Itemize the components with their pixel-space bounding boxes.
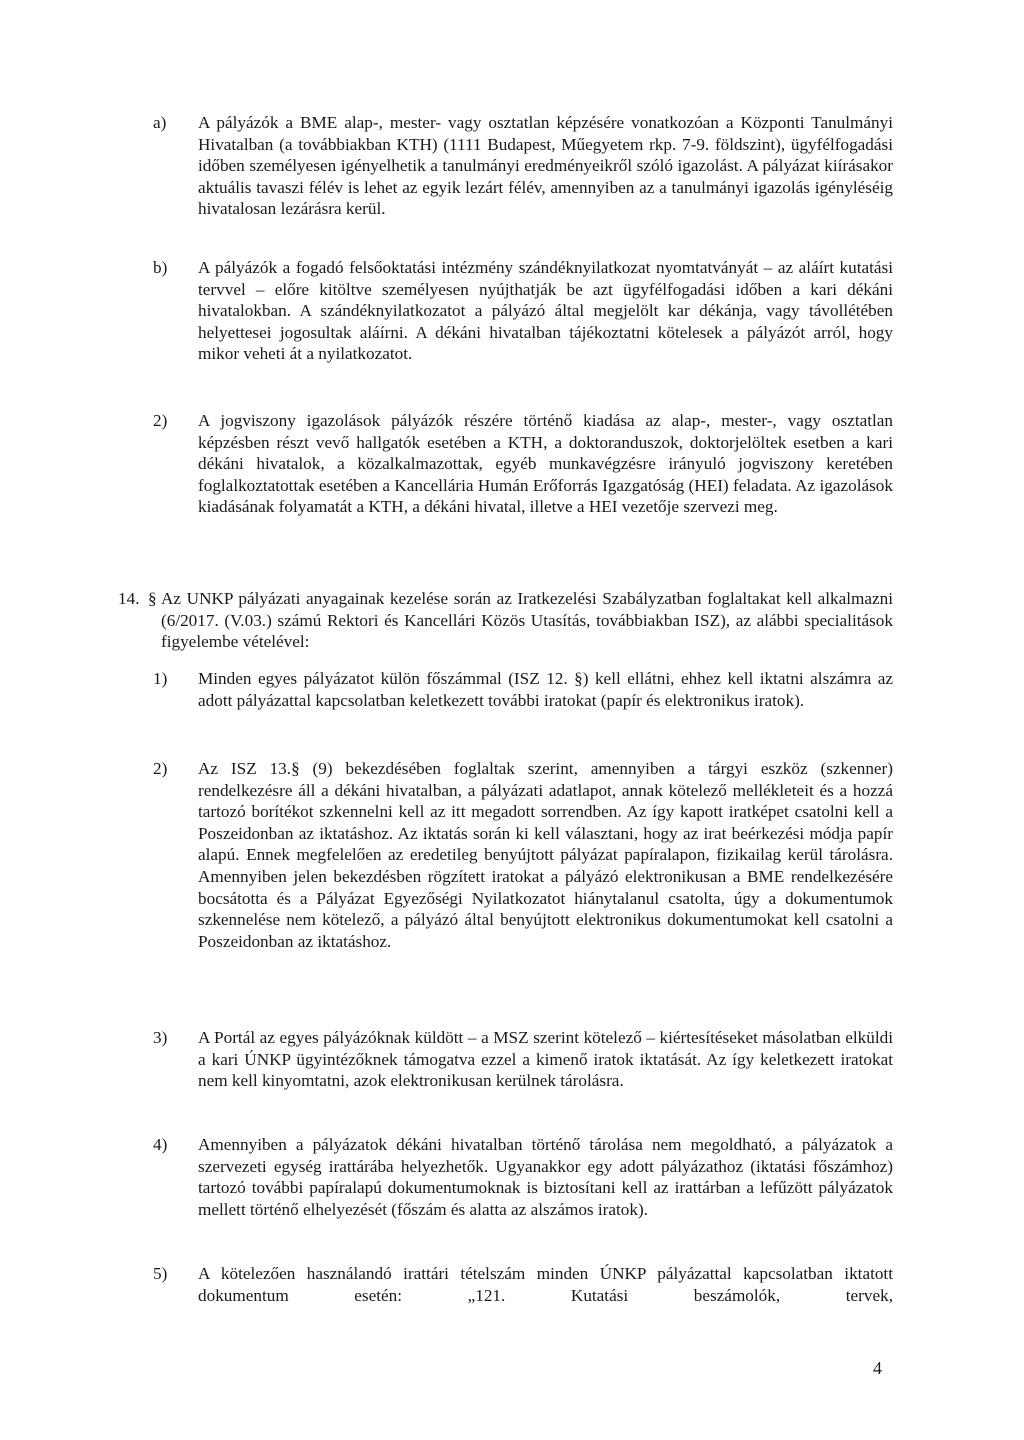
list-marker: b) (153, 258, 168, 277)
section-text: Az UNKP pályázati anyagainak kezelése során az Iratkezelési Szabályzatban foglaltakat kell alkalmazni (6/2017. (V.03.) számú Rektori és Kancellári Közös Utasítás, továbbiakban ISZ), az alábbi specialitások figyelembe vételével: (161, 589, 893, 652)
sub-item-5 (153, 1263, 893, 1306)
sub-item-1 (153, 668, 893, 711)
list-item-a (153, 112, 893, 220)
list-marker: 3) (153, 1028, 168, 1047)
list-marker: a) (153, 113, 167, 132)
paragraph-text: Minden egyes pályázatot külön főszámmal (ISZ 12. §) kell ellátni, ehhez kell iktatni alszámra az adott pályázattal kapcsolatban keletkezett további iratokat (papír és elektronikus iratok). (198, 669, 893, 710)
paragraph-text: A jogviszony igazolások pályázók részére történő kiadása az alap-, mester-, vagy osztatlan képzésben részt vevő hallgatók esetében a KTH, a doktoranduszok, doktorjelöltek esetben a kari dékáni hivatalok, a közalkalmazottak, egyéb munkavégzésre irányuló jogviszony keretében foglalkoztatottak esetében a Kancellária Humán Erőforrás Igazgatóság (HEI) feladata. Az igazolások kiadásának folyamatát a KTH, a dékáni hivatal, illetve a HEI vezetője szervezi meg. (198, 411, 893, 517)
sub-item-3 (153, 1027, 893, 1092)
list-marker: 4) (153, 1135, 168, 1154)
section-14 (118, 588, 893, 653)
list-item-2 (153, 410, 893, 518)
list-marker: 1) (153, 669, 168, 688)
paragraph-text: Amennyiben a pályázatok dékáni hivatalban történő tárolása nem megoldható, a pályázatok a szervezeti egység irattárába helyezhetők. Ugyanakkor egy adott pályázathoz (iktatási főszámhoz) tartozó további papíralapú dokumentumoknak is biztosítani kell az irattárban a lefűzött pályázatok mellett történő elhelyezését (főszám és alatta az alszámos iratok). (198, 1135, 893, 1219)
section-symbol: § (148, 589, 157, 608)
paragraph-text: A pályázók a BME alap-, mester- vagy osztatlan képzésére vonatkozóan a Központi Tanulmányi Hivatalban (a továbbiakban KTH) (1111 Budapest, Műegyetem rkp. 7-9. földszint), ügyfélfogadási időben személyesen igényelhetik a tanulmányi eredményeikről szóló igazolást. A pályázat kiírásakor aktuális tavaszi félév is lehet az egyik lezárt félév, amennyiben az a tanulmányi igazolás igényléséig hivatalosan lezárásra kerül. (198, 113, 893, 219)
sub-item-4 (153, 1134, 893, 1220)
paragraph-text: A pályázók a fogadó felsőoktatási intézmény szándéknyilatkozat nyomtatványát – az aláírt kutatási tervvel – előre kitöltve személyesen nyújthatják be azt ügyfélfogadási időben a kari dékáni hivatalokban. A szándéknyilatkozatot a pályázó által megjelölt kar dékánja, vagy távollétében helyettesei jogosultak aláírni. A dékáni hivatalban tájékoztatni kötelesek a pályázót arról, hogy mikor veheti át a nyilatkozatot. (198, 258, 893, 364)
list-marker: 5) (153, 1264, 168, 1283)
paragraph-text: A kötelezően használandó irattári tételszám minden ÚNKP pályázattal kapcsolatban iktatott dokumentum esetén: „121. Kutatási beszámolók, tervek, (198, 1264, 893, 1305)
sub-item-2 (153, 758, 893, 952)
paragraph-text: Az ISZ 13.§ (9) bekezdésében foglaltak szerint, amennyiben a tárgyi eszköz (szkenner) rendelkezésre áll a dékáni hivatalban, a pályázati adatlapot, annak kötelező mellékleteit és a hozzá tartozó borítékot szkennelni kell az itt megadott sorrendben. Az így kapott iratképet csatolni kell a Poszeidonban az iktatáshoz. Az iktatás során ki kell választani, hogy az irat beérkezési módja papír alapú. Ennek megfelelően az eredetileg benyújtott pályázat papíralapon, fizikailag kerül tárolásra. Amennyiben jelen bekezdésben rögzített iratokat a pályázó elektronikusan a BME rendelkezésére bocsátotta és a Pályázat Egyezőségi Nyilatkozatot hiánytalanul csatolta, úgy a dokumentumok szkennelése nem kötelező, a pályázó által benyújtott elektronikus dokumentumokat kell csatolni a Poszeidonban az iktatáshoz. (198, 759, 893, 951)
list-marker: 2) (153, 759, 168, 778)
list-marker: 2) (153, 411, 168, 430)
section-number: 14. (118, 589, 140, 608)
list-item-b (153, 257, 893, 365)
paragraph-text: A Portál az egyes pályázóknak küldött – a MSZ szerint kötelező – kiértesítéseket másolatban elküldi a kari ÚNKP ügyintézőknek támogatva ezzel a kimenő iratok iktatását. Az így keletkezett iratokat nem kell kinyomtatni, azok elektronikusan kerülnek tárolásra. (198, 1028, 893, 1091)
page-number: 4 (873, 1358, 882, 1378)
